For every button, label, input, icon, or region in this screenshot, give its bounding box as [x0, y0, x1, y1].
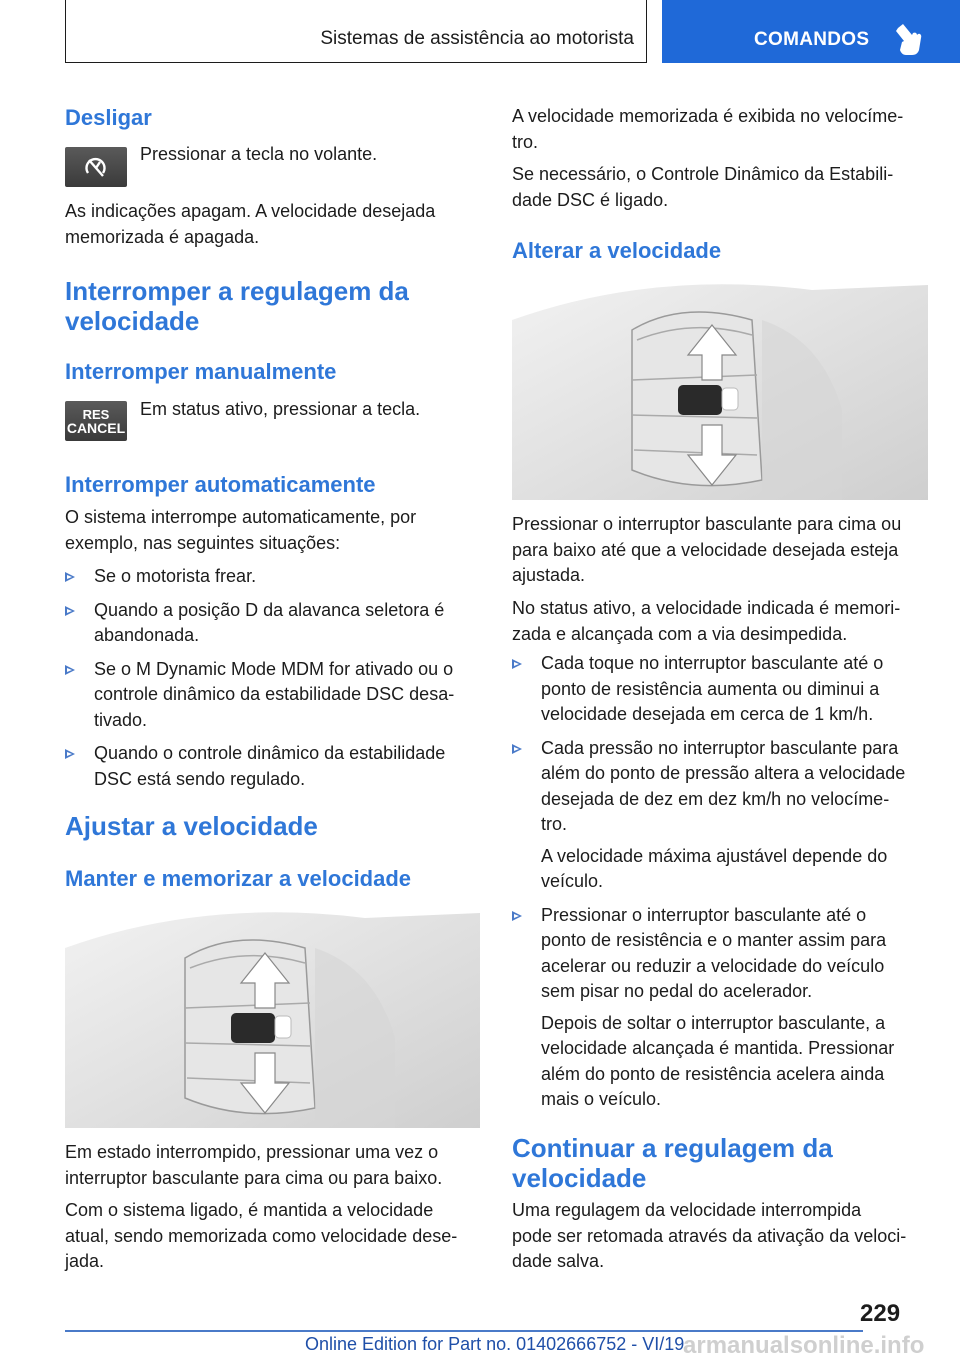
- heading-ajustar: Ajustar a velocidade: [65, 811, 318, 841]
- triangle-bullet-icon: [65, 606, 75, 616]
- chapter-label: COMANDOS: [754, 29, 870, 50]
- cruise-control-icon: [65, 147, 127, 187]
- heading-interromper-manualmente: Interromper manualmente: [65, 359, 337, 384]
- speed-change-list: [512, 651, 928, 1113]
- heading-alterar: Alterar a velocidade: [512, 238, 722, 263]
- triangle-bullet-icon: [65, 572, 75, 582]
- list-item: Cada pressão no interruptor basculante para além do ponto de pressão altera a velocidade desejada de dez em dez km/h no velocíme- tro. A velocidade máxima ajustável depende do veículo.: [512, 736, 928, 895]
- list-item: Cada toque no interruptor basculante até o ponto de resistência aumenta ou diminui a velocidade desejada em cerca de 1 km/h.: [512, 651, 928, 728]
- desligar-text: Pressionar a tecla no volante.: [140, 144, 378, 164]
- auto-situations-list: [65, 564, 480, 792]
- list-item: Pressionar o interruptor basculante até o ponto de resistência e o manter assim para acelerar ou reduzir a velocidade do veículo sem pisar no pedal do acelerador. Depois de soltar o interruptor basculante, a velocidade alcançada é mantida. Pressionar além do ponto de resistência acelera ainda mais o veículo.: [512, 903, 928, 1113]
- steering-rocker-switch-illustration: [512, 280, 928, 500]
- ligado-paragraph: Com o sistema ligado, é mantida a velocidade atual, sendo memorizada como velocidade dese- jada.: [65, 1200, 458, 1271]
- triangle-bullet-icon: [65, 665, 75, 675]
- list-item-note: Depois de soltar o interruptor basculante, a velocidade alcançada é mantida. Pressionar além do ponto de resistência acelera ainda mais o veículo.: [541, 1012, 895, 1109]
- edition-text: Online Edition for Part no. 01402666752 - VI/19: [305, 1334, 685, 1354]
- triangle-bullet-icon: [512, 659, 522, 669]
- heading-interromper-automaticamente: Interromper automaticamente: [65, 472, 376, 497]
- page-number: 229: [860, 1300, 901, 1327]
- cancel-label: CANCEL: [66, 420, 126, 436]
- press2-paragraph: No status ativo, a velocidade indicada é memori- zada e alcançada com a via desimpedida.: [512, 598, 901, 644]
- velocimetro-paragraph: A velocidade memorizada é exibida no velocíme- tro.: [512, 106, 904, 152]
- res-label: RES: [82, 407, 110, 422]
- cruise-off-button-image: [65, 147, 127, 187]
- desligar-paragraph: As indicações apagam. A velocidade desejada memorizada é apagada.: [65, 201, 436, 247]
- res-cancel-button-image: [65, 401, 127, 441]
- list-item: Quando o controle dinâmico da estabilidade DSC está sendo regulado.: [65, 741, 480, 792]
- heading-interromper-regulagem: Interromper a regulagem da velocidade: [65, 276, 409, 336]
- dsc-paragraph: Se necessário, o Controle Dinâmico da Estabili- dade DSC é ligado.: [512, 164, 894, 210]
- interrompido-paragraph: Em estado interrompido, pressionar uma vez o interruptor basculante para cima ou para baixo.: [65, 1142, 443, 1188]
- triangle-bullet-icon: [512, 911, 522, 921]
- manual-text: Em status ativo, pressionar a tecla.: [140, 399, 421, 419]
- heading-manter: Manter e memorizar a velocidade: [65, 866, 412, 891]
- watermark: armanualsonline.info: [683, 1332, 925, 1359]
- steering-rocker-switch-illustration: [65, 908, 480, 1128]
- list-item: Se o motorista frear.: [65, 564, 480, 590]
- section-title: Sistemas de assistência ao motorista: [320, 28, 634, 49]
- list-item-note: A velocidade máxima ajustável depende do veículo.: [541, 845, 888, 891]
- list-item: Se o M Dynamic Mode MDM for ativado ou o controle dinâmico da estabilidade DSC desa- tivado.: [65, 657, 480, 734]
- auto-paragraph: O sistema interrompe automaticamente, por exemplo, nas seguintes situações:: [65, 507, 417, 553]
- steering-wheel-switch-photo: [65, 908, 480, 1128]
- pointing-hand-icon: [894, 22, 924, 56]
- triangle-bullet-icon: [65, 749, 75, 759]
- header-section-box: [65, 0, 647, 63]
- continuar-paragraph: Uma regulagem da velocidade interrompida pode ser retomada através da ativação da veloci- dade salva.: [512, 1200, 907, 1271]
- chapter-tab[interactable]: [662, 0, 960, 63]
- triangle-bullet-icon: [512, 744, 522, 754]
- press1-paragraph: Pressionar o interruptor basculante para cima ou para baixo até que a velocidade desejada esteja ajustada.: [512, 514, 902, 585]
- heading-desligar: Desligar: [65, 105, 152, 130]
- list-item: Quando a posição D da alavanca seletora é abandonada.: [65, 598, 480, 649]
- steering-wheel-switch-photo-2: [512, 280, 928, 500]
- heading-continuar: Continuar a regulagem da velocidade: [512, 1133, 833, 1193]
